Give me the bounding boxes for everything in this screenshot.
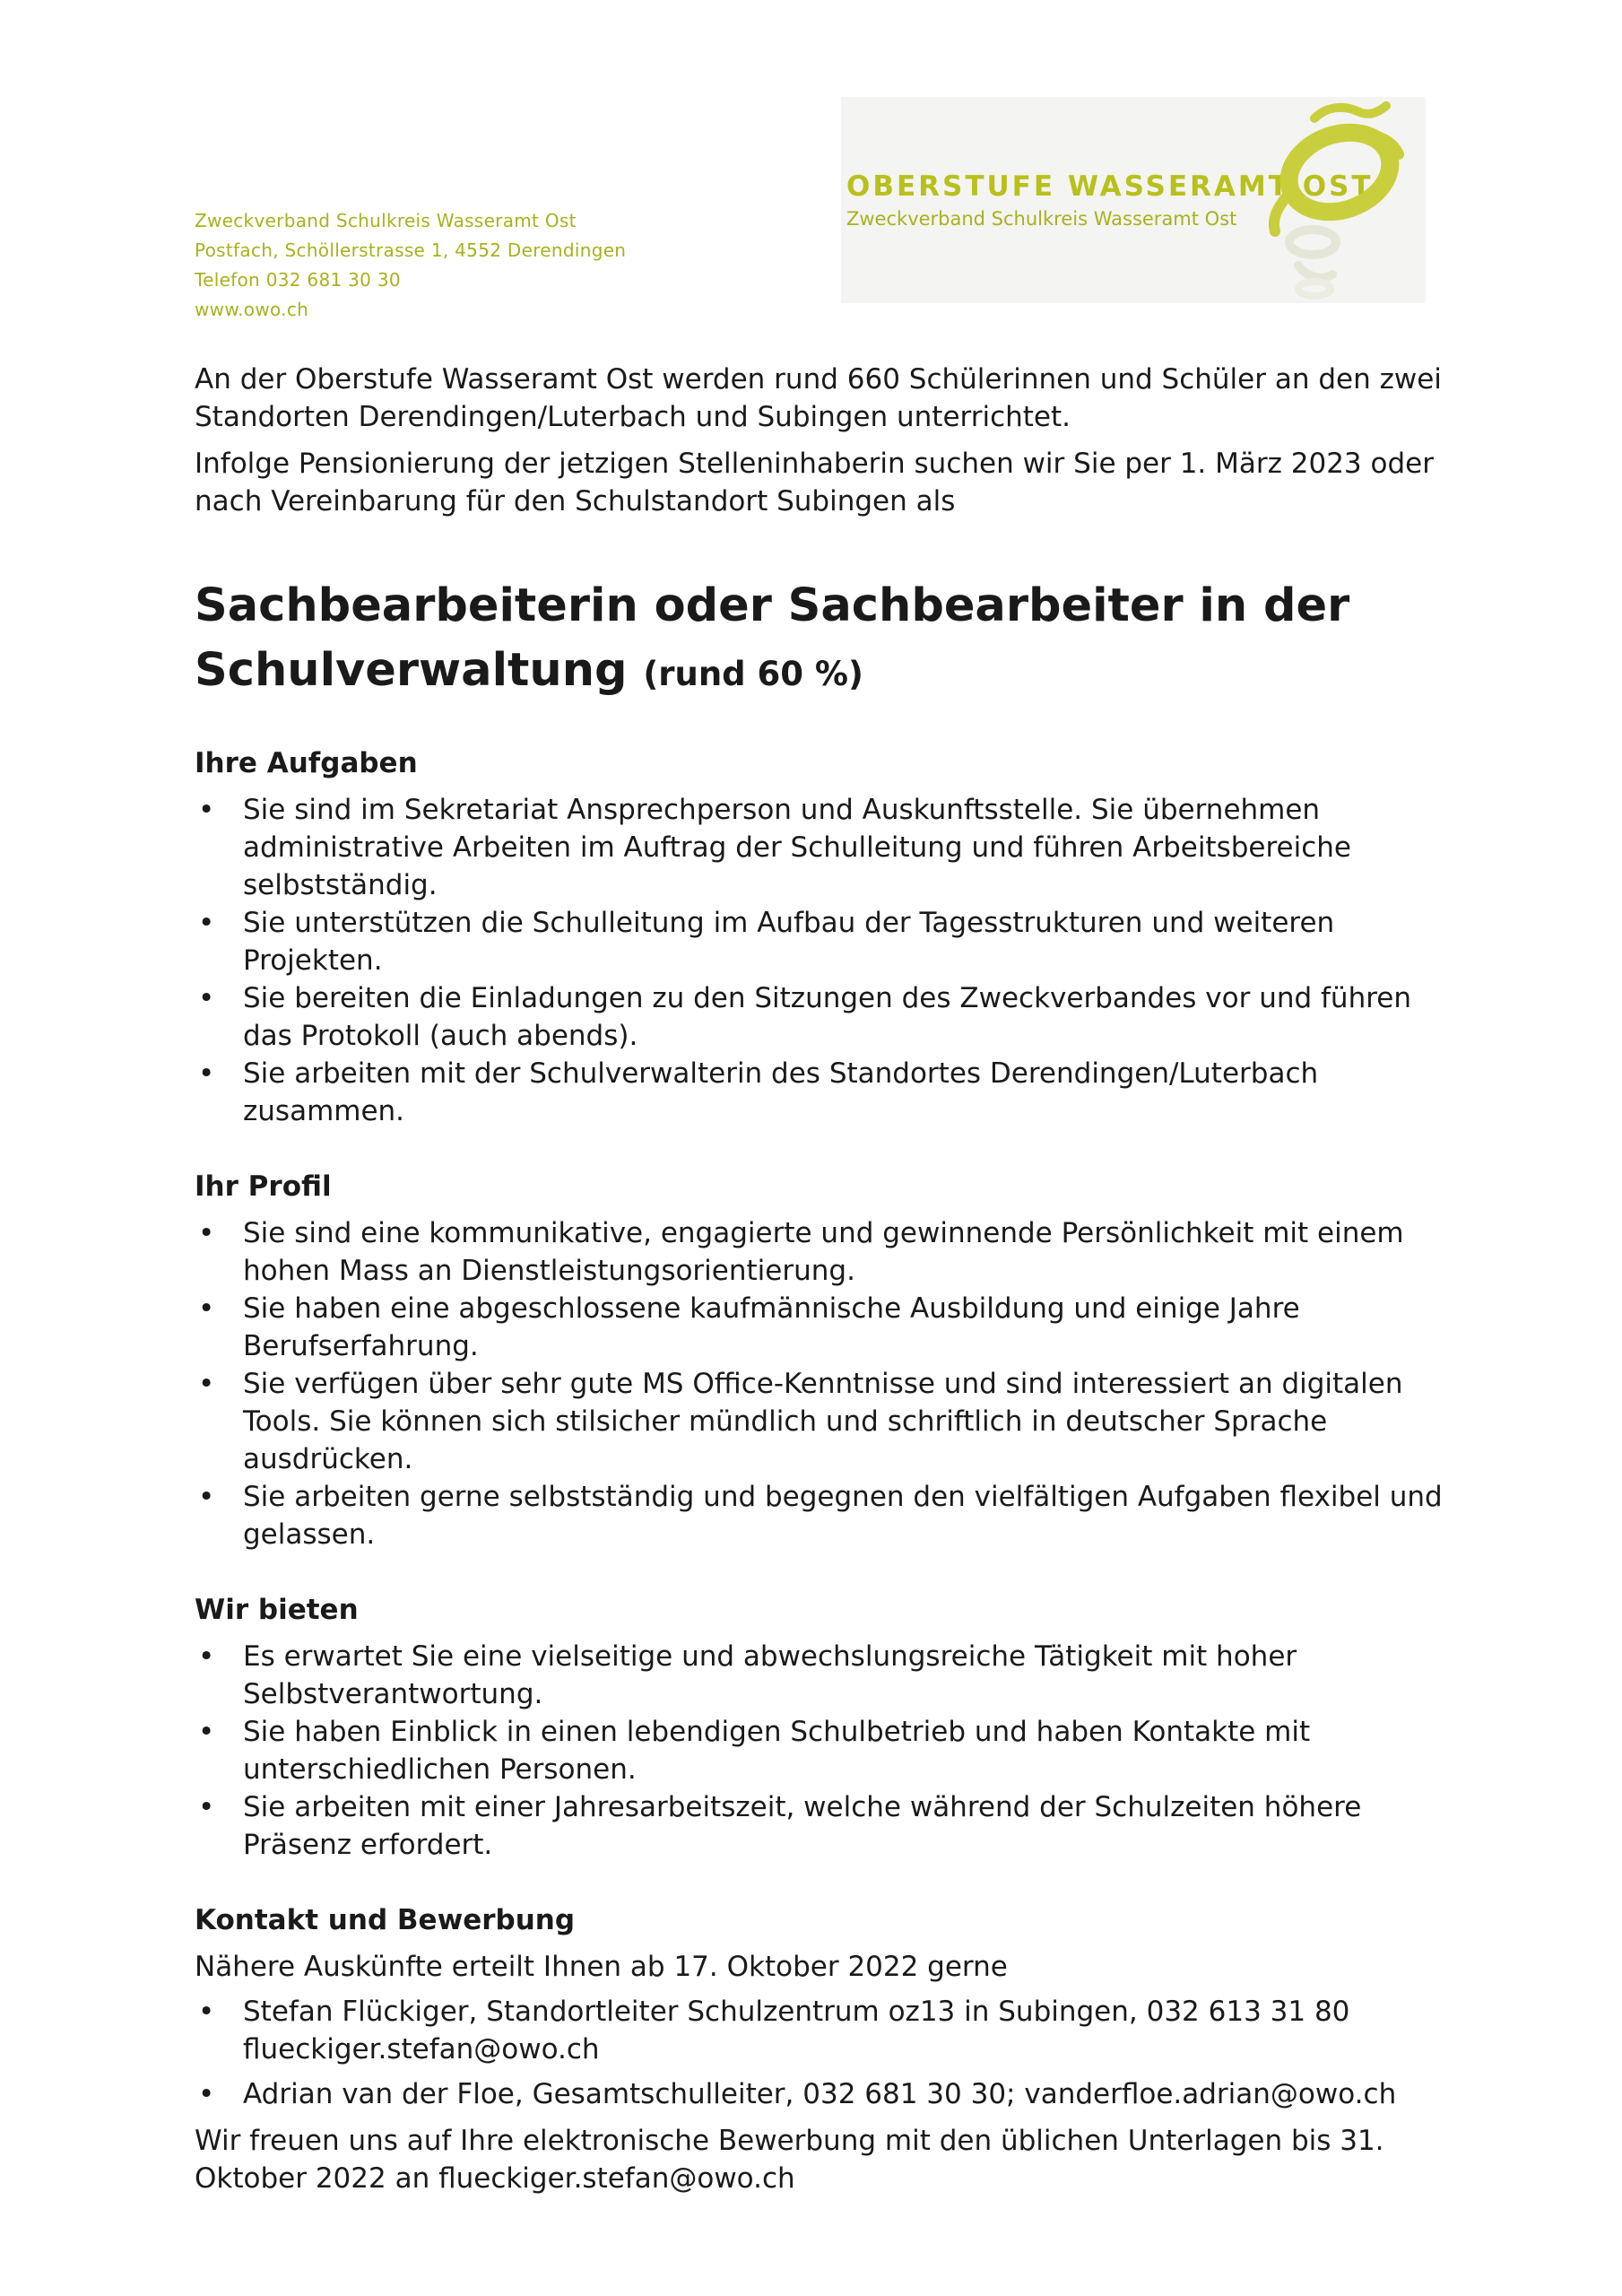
contact-person-stefan-details: • Stefan Flückiger, Standortleiter Schulzentrum oz13 in Subingen, 032 613 31 80 <box>243 1996 1350 2028</box>
job-title-percentage: (rund 60 %) <box>643 655 863 693</box>
contact-person-stefan <box>195 1993 1468 2068</box>
section-heading-kontakt: Kontakt und Bewerbung <box>195 1904 576 1936</box>
sender-address <box>195 206 626 325</box>
sender-postal: Postfach, Schöllerstrasse 1, 4552 Derendingen <box>195 239 627 261</box>
list-item: • Sie haben eine abgeschlossene kaufmännische Ausbildung und einige Jahre Berufserfahrung. <box>195 1290 1468 1365</box>
contact-person-adrian: • Adrian van der Floe, Gesamtschulleiter, 032 681 30 30; vanderfloe.adrian@owo.ch <box>195 2075 1468 2113</box>
sender-name: Zweckverband Schulkreis Wasseramt Ost <box>195 210 577 231</box>
aufgaben-list <box>195 791 1468 1130</box>
owo-figure-logo-icon <box>1252 99 1422 301</box>
list-item: • Sie sind im Sekretariat Ansprechperson und Auskunftsstelle. Sie übernehmen administrative Arbeiten im Auftrag der Schulleitung und führen Arbeitsbereiche selbstständig. <box>195 791 1468 904</box>
job-title-main: Sachbearbeiterin oder Sachbearbeiter in der Schulverwaltung <box>195 579 1350 697</box>
list-item: • Sie verfügen über sehr gute MS Office-Kenntnisse und sind interessiert an digitalen Tools. Sie können sich stilsicher mündlich und schriftlich in deutscher Sprache ausdrücken. <box>195 1365 1468 1478</box>
contact-list <box>195 1993 1468 2113</box>
contact-lead: Nähere Auskünfte erteilt Ihnen ab 17. Oktober 2022 gerne <box>195 1951 1008 1983</box>
bieten-list <box>195 1638 1468 1864</box>
job-title <box>195 574 1468 707</box>
closing-paragraph: Wir freuen uns auf Ihre elektronische Bewerbung mit den üblichen Unterlagen bis 31. Oktober 2022 an flueckiger.stefan@owo.ch <box>195 2125 1384 2195</box>
logo-brand: OBERSTUFE WASSERAMT OST <box>846 170 1374 203</box>
list-item: • Sie arbeiten mit der Schulverwalterin des Standortes Derendingen/Luterbach zusammen. <box>195 1055 1468 1130</box>
list-item: • Sie arbeiten gerne selbstständig und begegnen den vielfältigen Aufgaben flexibel und gelassen. <box>195 1478 1468 1553</box>
sender-website[interactable]: www.owo.ch <box>195 299 309 320</box>
job-posting-body <box>195 361 1468 2197</box>
intro-paragraph-1: An der Oberstufe Wasseramt Ost werden rund 660 Schülerinnen und Schüler an den zwei Standorten Derendingen/Luterbach und Subingen unterrichtet. <box>195 363 1442 433</box>
section-heading-bieten: Wir bieten <box>195 1594 359 1626</box>
intro-paragraph-2: Infolge Pensionierung der jetzigen Stelleninhaberin suchen wir Sie per 1. März 2023 oder nach Vereinbarung für den Schulstandort Subingen als <box>195 448 1434 517</box>
school-logo <box>841 97 1426 303</box>
list-item: • Sie haben Einblick in einen lebendigen Schulbetrieb und haben Kontakte mit unterschiedlichen Personen. <box>195 1713 1468 1788</box>
list-item: • Es erwartet Sie eine vielseitige und abwechslungsreiche Tätigkeit mit hoher Selbstverantwortung. <box>195 1638 1468 1713</box>
sender-phone: Telefon 032 681 30 30 <box>195 269 401 291</box>
section-heading-profil: Ihr Profil <box>195 1170 332 1203</box>
section-heading-aufgaben: Ihre Aufgaben <box>195 747 418 779</box>
list-item: • Sie sind eine kommunikative, engagierte und gewinnende Persönlichkeit mit einem hohen Mass an Dienstleistungsorientierung. <box>195 1214 1468 1290</box>
profil-list <box>195 1214 1468 1553</box>
logo-subtitle: Zweckverband Schulkreis Wasseramt Ost <box>846 208 1237 230</box>
contact-person-stefan-email[interactable]: flueckiger.stefan@owo.ch <box>243 2033 600 2066</box>
list-item: • Sie bereiten die Einladungen zu den Sitzungen des Zweckverbandes vor und führen das Protokoll (auch abends). <box>195 979 1468 1055</box>
list-item: • Sie arbeiten mit einer Jahresarbeitszeit, welche während der Schulzeiten höhere Präsenz erfordert. <box>195 1788 1468 1864</box>
list-item: • Sie unterstützen die Schulleitung im Aufbau der Tagesstrukturen und weiteren Projekten. <box>195 904 1468 979</box>
